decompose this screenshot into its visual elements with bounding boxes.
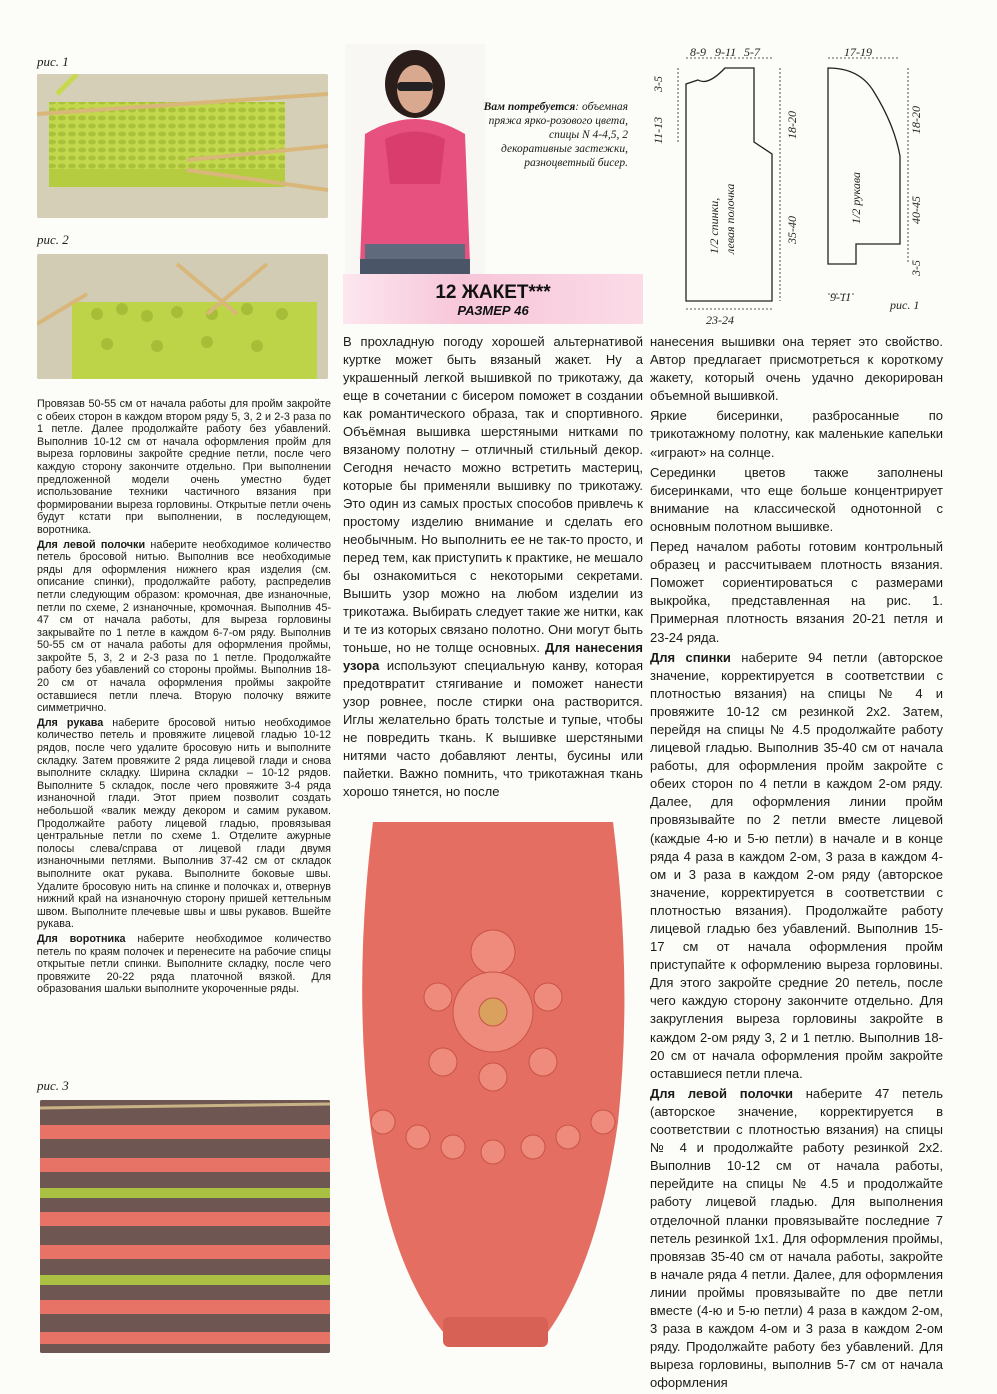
back-label-1: 1/2 спинки, bbox=[707, 197, 721, 254]
materials-heading: Вам потребуется bbox=[483, 101, 576, 113]
model-image bbox=[345, 44, 485, 276]
back-label-2: левая полочка bbox=[723, 183, 737, 254]
fig3-knitting-image bbox=[40, 1100, 330, 1353]
pattern-title: 12 ЖАКЕТ*** bbox=[435, 282, 551, 303]
sleeve-right-top: 18-20 bbox=[909, 106, 923, 134]
middle-para-0: В прохладную погоду хорошей альтернативой куртке может быть вязаный жакет. Ну а украшенный легкой вышивкой по трикотажу, да еще в сочетании с бисером поможет в создании как романтического образа, так и спортивного. Объёмная вышивка шерстяными нитками по вязаному полотну – отличный стильный декор. Сегодня нечасто можно встретить мастериц, которые бы применяли вышивку по трикотажу. Это один из самых простых способов привлечь к простому изделию внимание и сделать его необычным. Но выполнить ее не так-то просто, и перед тем, как приступить к практике, не мешало бы ознакомиться с некоторыми секретами. Вышить узор можно на любом изделии из трикотажа. Выбирать следует такие же нитки, как и те из которых связано полотно. Они могут быть тоньше, но не толще основных. Для нанесения узора используют специальную канву, которая предотвратит стягивание и поможет нанести узор ровнее, после стирки она растворится. Иглы желательно брать толстые и тупые, чтобы не повредить ткань. К вышивке шерстяными нитями часто добавляют ленты, бусины или пайетки. Важно помнить, что трикотажная ткань хорошо тянется, но после bbox=[343, 334, 643, 799]
fig2-knitting-photo bbox=[37, 254, 328, 379]
right-para-2: Серединки цветов также заполнены бисеринками, что еще больше концентрирует внимание на классической однотонной с основным полотном вышивке. bbox=[650, 464, 943, 534]
right-para-0: нанесения вышивки она теряет это свойство. Автор предлагает присмотреться к короткому жакету, который очень удачно декорирован объемной вышивкой. bbox=[650, 334, 943, 404]
model-photo bbox=[345, 44, 485, 276]
left-para-1: Для левой полочки наберите необходимое количество петель бросовой нитью. Выполнив все необходимые ряды для оформления нижнего края изделия (см. описание спинки), продолжайте работу, распределив петли следующим образом: кромочная, две изнаночные, петли по схеме, 2 изнаночные, кромочная. Выполнив 45-47 см от начала работы, для выреза горловины закрывайте по 1 петле в каждом 6-7-ом ряду. Выполнив 50-55 см от начала работы для оформления проймы, закройте 5, 3, 2 и 2-3 раза по 1 петле. Продолжайте работу без убавлений со стороны проймы. Выполнив 18-20 см от начала оформления проймы закройте оставшиеся петли плеча. Вторую полочку вяжите симметрично. bbox=[37, 538, 332, 715]
fig3-knitting-photo bbox=[40, 1100, 330, 1353]
sleeve-bottom: 9-11 bbox=[830, 290, 852, 304]
back-top-2: 9-11 bbox=[715, 45, 737, 59]
back-left-small: 3-5 bbox=[651, 76, 665, 92]
sleeve-right-mid: 40-45 bbox=[909, 196, 923, 224]
sleeve-right-bottom: 3-5 bbox=[909, 260, 923, 276]
right-column-text bbox=[650, 333, 943, 1394]
fig3-caption: рис. 3 bbox=[37, 1078, 69, 1093]
fig1-knitting-image bbox=[37, 74, 328, 218]
left-para-0: Провязав 50-55 см от начала работы для пройм закройте с обеих сторон в каждом втором ряду 5, 3, 2 и 2-3 раза по 1 петле. Далее продолжайте работу без убавлений. Выполнив 10-12 см от начала оформления пройм для выреза горловины закройте средние петли, после чего каждую сторону закончите отдельно. При выполнении предложенной модели очень уместно будет использование техники частичного вязания при формировании выреза горловины. Открытые петли очень будут кстати при выполнении, в последующем, воротника. bbox=[37, 398, 331, 536]
pattern-size: РАЗМЕР 46 bbox=[457, 303, 529, 318]
middle-column-text bbox=[343, 333, 643, 803]
sleeve-top: 17-19 bbox=[844, 45, 872, 59]
materials-text: объемная пряжа ярко-розового цвета, спицы N 4-4,5, 2 декоративные застежки, разноцветный бисер. bbox=[488, 101, 628, 169]
left-column-text bbox=[37, 398, 331, 998]
right-para-5: Для левой полочки наберите 47 петель (авторское значение, корректируется в соответствии с плотностью вязания) на спицы № 4 и продолжайте работу резинкой 2х2. Выполнив 10-12 см от начала работы, перейдите на спицы № 4.5 и продолжайте работу лицевой гладью. Для выполнения отделочной планки провязывайте последние 7 петель резинкой 1х1. Для оформления проймы, провязав 35-40 см от начала работы, закройте в начале ряда 4 петли. Далее, для оформления линии проймы провязывайте по две петли вместе (4-ю и 5-ю петли) 4 раза в каждом 2-ом, 3 раза в каждом 4-ом и 3 раза в каждом 2-ом ряду. Продолжайте работу без убавлений. Для выреза горловины, выполнив 5-7 см от начала оформления bbox=[650, 1085, 943, 1391]
fig1-knitting-photo bbox=[37, 74, 328, 218]
pattern-diagram bbox=[650, 44, 950, 329]
fig2-knitting-image bbox=[37, 254, 328, 379]
sleeve-image bbox=[348, 822, 638, 1357]
right-para-4: Для спинки наберите 94 петли (авторское значение, корректируется в соответствии с плотностью вязания) на спицы № 4 и провяжите 10-12 см резинкой 2х2. Затем, перейдя на спицы № 4.5 продолжайте работу лицевой гладью. Выполнив 35-40 см от начала работы, для оформления пройм закройте с обеих сторон по 4 петли в каждом 2-ом ряду. Далее, для оформления линии пройм провязывайте по 2 петли вместе лицевой (каждые 4-ю и 5-ю петли) в начале и в конце ряда 4 раза в каждом 2-ом, 3 раза в каждом 4-ом и 3 раза в каждом 2-ом ряду (авторское значение, корректируется в соответствии с плотностью вязания). Продолжайте работу лицевой гладью без убавлений. Выполнив 15-17 см от начала оформления пройм приступайте к оформлению выреза горловины. Для этого закройте средние 20 петель, после чего каждую сторону закончите отдельно. Для закругления выреза горловины закройте в каждом 2-ом ряду 3, 2 и 1 петлю. Выполнив 18-20 см от начала оформления пройм закройте оставшиеся петли плеча. bbox=[650, 649, 943, 1081]
back-top-3: 5-7 bbox=[744, 45, 760, 59]
right-para-1: Яркие бисеринки, разбросанные по трикотажному полотну, как маленькие капельки «играют» на солнце. bbox=[650, 408, 943, 460]
sleeve-photo bbox=[348, 822, 638, 1357]
back-bottom: 23-24 bbox=[706, 313, 734, 327]
back-left: 11-13 bbox=[651, 116, 665, 144]
fig2-caption: рис. 2 bbox=[37, 232, 69, 247]
fig1-caption: рис. 1 bbox=[37, 54, 69, 69]
back-right-bottom: 35-40 bbox=[785, 216, 799, 244]
sleeve-label: 1/2 рукава bbox=[849, 172, 863, 224]
left-para-3: Для воротника наберите необходимое количество петель по краям полочек и перенесите на рабочие спицы открытые петли спинки. Выполните складку, после чего провяжите 20-22 ряда платочной вязкой. Для образования шальки выполните укороченные ряды. bbox=[37, 932, 331, 996]
materials-note: Вам потребуется: объемная пряжа ярко-розового цвета, спицы N 4-4,5, 2 декоративные застежки, разноцветный бисер. bbox=[483, 101, 628, 169]
pattern-caption: рис. 1 bbox=[890, 298, 920, 312]
back-top-1: 8-9 bbox=[690, 45, 706, 59]
title-banner bbox=[343, 274, 643, 324]
left-para-2: Для рукава наберите бросовой нитью необходимое количество петель и провяжите лицевой гладью 10-12 рядов, после чего удалите бросовую нить и выполните складку. Затем провяжите 2 ряда лицевой глади и снова выполните складку. Ширина складки – 10-12 рядов. Выполните 5 складок, после чего провяжите 3-4 ряда изнаночной глади. Этот прием позволит создать небольшой «валик между декором и самим рукавом. Продолжайте работу лицевой гладью, провязывая центральные петли по схеме 1. Отделите ажурные полосы слева/справа от лицевой глади двумя изнаночными петлями. Выполнив 37-42 см от складок выполните окат рукава. Выполните боковые швы. Удалите бросовую нить на спинке и полочках и, отвернув нижний край на изнаночную сторону пришей кеттельным швом. Выполните плечевые швы и швы рукавов. Вшейте рукава. bbox=[37, 716, 331, 931]
back-right-top: 18-20 bbox=[785, 111, 799, 139]
right-para-3: Перед началом работы готовим контрольный образец и рассчитываем плотность вязания. Поможет сориентироваться с размерами выкройка, представленная на рис. 1. Примерная плотность вязания 20-21 петля и 23-24 ряда. bbox=[650, 539, 943, 645]
